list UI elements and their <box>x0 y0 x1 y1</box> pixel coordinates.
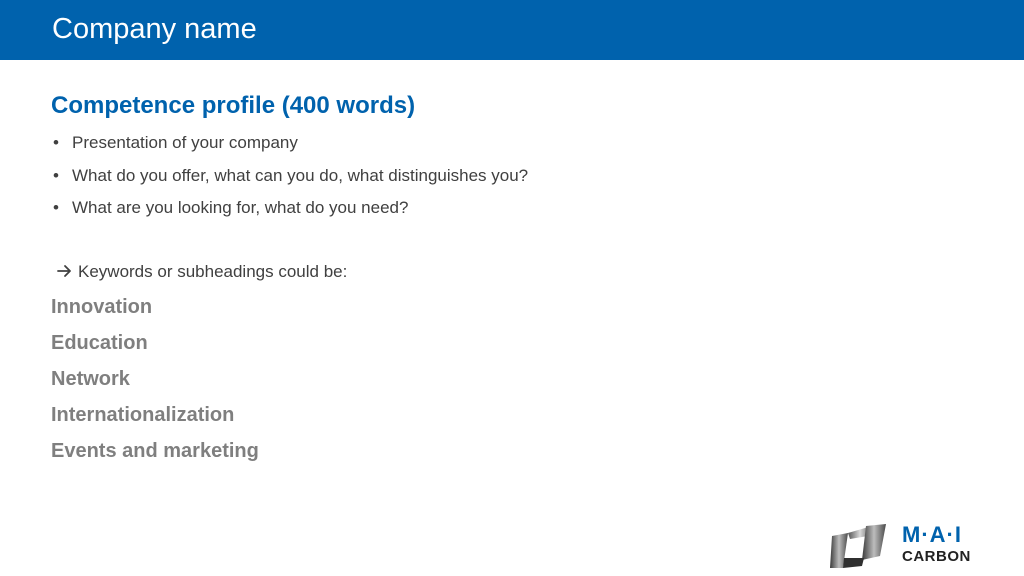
bullet-text: Presentation of your company <box>72 133 298 152</box>
arrow-right-icon <box>57 264 73 278</box>
bullet-text: What do you offer, what can you do, what distinguishes you? <box>72 165 529 185</box>
bullet-item <box>51 196 528 229</box>
logo-main-text: M·A·I <box>902 522 962 547</box>
bullet-dot-icon: • <box>53 133 59 152</box>
keyword-item: Education <box>51 332 148 354</box>
header-bar <box>0 0 1024 60</box>
bullet-dot-icon: • <box>53 198 59 217</box>
header-title: Company name <box>52 13 257 45</box>
bullet-item <box>51 131 528 164</box>
keyword-item: Innovation <box>51 296 153 318</box>
bullet-item <box>51 164 528 197</box>
keyword-item: Events and marketing <box>51 440 259 462</box>
mai-carbon-logo <box>828 522 998 572</box>
bullet-list <box>51 131 528 229</box>
keywords-intro <box>57 260 347 284</box>
keyword-list <box>51 293 259 473</box>
section-heading: Competence profile (400 words) <box>51 92 416 119</box>
keyword-item: Network <box>51 368 130 390</box>
bullet-dot-icon: • <box>53 165 59 185</box>
bullet-text: What are you looking for, what do you need? <box>72 198 409 217</box>
keyword-item: Internationalization <box>51 404 235 426</box>
logo-sub-text: CARBON <box>902 548 971 565</box>
carbon-profile-logo-icon <box>828 522 890 570</box>
keywords-intro-text: Keywords or subheadings could be: <box>78 262 348 281</box>
